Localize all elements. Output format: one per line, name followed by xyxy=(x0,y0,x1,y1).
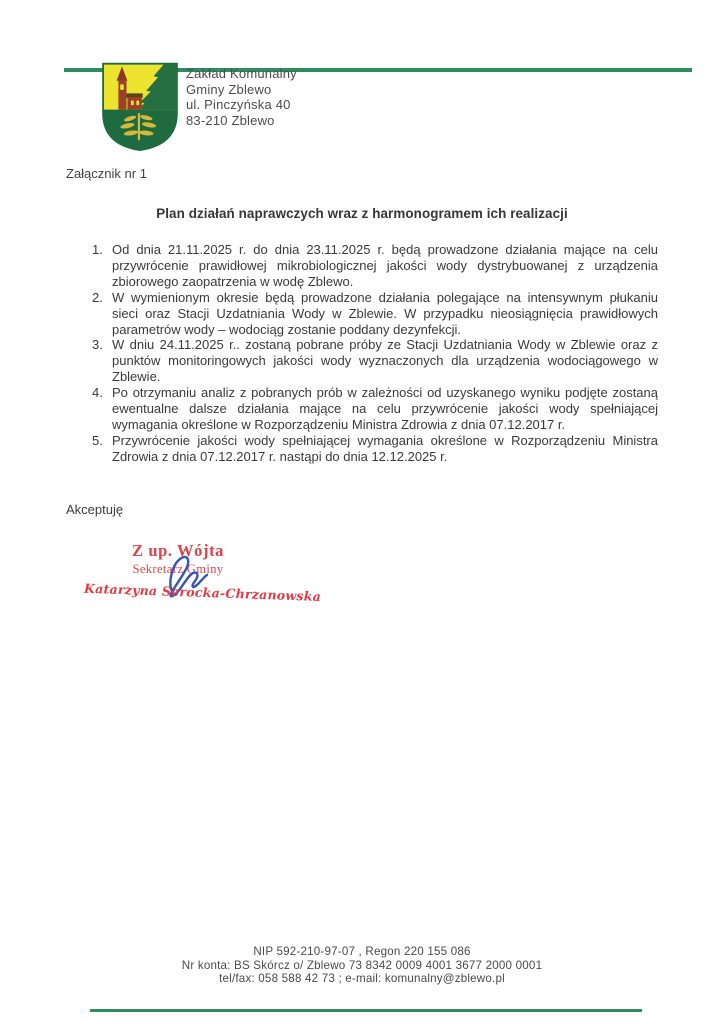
org-name-line2: Gminy Zblewo xyxy=(186,81,272,97)
org-name-line1: Zakład Komunalny xyxy=(186,66,297,81)
stamp-signatory-name: Katarzyna Serocka-Chrzanowska xyxy=(83,580,322,605)
page-title: Plan działań naprawczych wraz z harmonogramem ich realizacji xyxy=(156,206,568,221)
item-number: 2. xyxy=(92,289,103,305)
footer-rule xyxy=(90,1009,642,1012)
list-item xyxy=(92,337,658,385)
zblewo-coat-of-arms-icon xyxy=(99,61,181,151)
item-text: Przywrócenie jakości wody spełniającej wymagania określone w Rozporządzeniu Ministra Zdrowia z dnia 07.12.2017 r. nastąpi do dnia 12.12.2025 r. xyxy=(112,432,658,464)
footer-tel-email: tel/fax: 058 588 42 73 ; e-mail: komunalny@zblewo.pl xyxy=(219,972,505,986)
stamp-position-line: Sekretarz Gminy xyxy=(132,562,224,576)
item-number: 3. xyxy=(92,337,103,353)
item-text: Od dnia 21.11.2025 r. do dnia 23.11.2025 r. będą prowadzone działania mające na celu przywrócenie prawidłowej mikrobiologicznej jakości wody dystrybuowanej z urządzenia zbiorowego zaopatrzenia w wodę Zblewo. xyxy=(112,242,658,289)
item-number: 1. xyxy=(92,242,103,257)
item-number: 4. xyxy=(92,385,103,401)
footer-contact-block xyxy=(0,945,724,986)
footer-nip-regon: NIP 592-210-97-07 , Regon 220 155 086 xyxy=(253,945,471,958)
acceptance-label: Akceptuję xyxy=(66,502,124,517)
stamp-authority-line: Z up. Wójta xyxy=(131,541,225,560)
list-item xyxy=(92,433,658,465)
org-address-block xyxy=(186,66,297,128)
list-item xyxy=(92,242,658,290)
attachment-label: Załącznik nr 1 xyxy=(66,166,147,181)
footer-bank-account: Nr konta: BS Skórcz o/ Zblewo 73 8342 0009 4001 3677 2000 0001 xyxy=(181,958,543,972)
item-text: W dniu 24.11.2025 r.. zostaną pobrane próby ze Stacji Uzdatniania Wody w Zblewie oraz z punktów monitoringowych jakości wody wyznaczonych dla urządzenia wodociągowego w Zblewie. xyxy=(112,337,658,385)
item-number: 5. xyxy=(92,432,103,448)
list-item xyxy=(92,385,658,433)
item-text: Po otrzymaniu analiz z pobranych prób w zależności od uzyskanego wyniku podjęte zostaną ewentualne dalsze działania mające na celu przywrócenie jakości wody spełniającej wymagania określone w Rozporządzeniu Ministra Zdrowia z dnia 07.12.2017 r. xyxy=(112,385,658,432)
action-plan-list xyxy=(92,242,658,465)
org-street: ul. Pinczyńska 40 xyxy=(186,97,291,112)
list-item xyxy=(92,290,658,338)
org-city: 83-210 Zblewo xyxy=(186,112,275,128)
item-text: W wymienionym okresie będą prowadzone działania polegające na intensywnym płukaniu sieci oraz Stacji Uzdatniania Wody w Zblewie. W przypadku nieosiągnięcia prawidłowych parametrów wody – wodociąg zostanie poddany dezynfekcji. xyxy=(112,289,658,337)
